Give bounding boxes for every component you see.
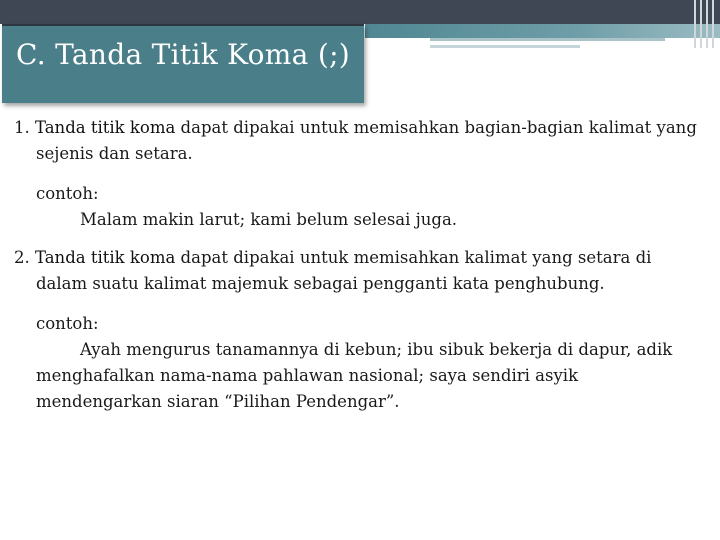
list-item (14, 115, 704, 167)
example-text: Malam makin larut; kami belum selesai juga. (80, 210, 458, 229)
decorative-line (430, 45, 580, 48)
example-text: Ayah mengurus tanamannya di kebun; ibu sibuk bekerja di dapur, adik menghafalkan nama-nama pahlawan nasional; saya sendiri asyik mendengarkan siaran “Pilihan Pendengar”. (36, 340, 673, 411)
item-number: 1. (14, 118, 30, 137)
item-text: dapat dipakai untuk memisahkan kalimat yang setara di dalam suatu kalimat majemuk sebagai pengganti kata penghubung. (36, 248, 652, 293)
decorative-line (430, 38, 665, 41)
slide-title: C. Tanda Titik Koma (;) (16, 38, 351, 71)
top-accent-band (365, 24, 720, 38)
item-text: dapat dipakai untuk memisahkan bagian-bagian kalimat yang sejenis dan setara. (36, 118, 697, 163)
slide-content (14, 115, 704, 415)
decorative-stripes (690, 0, 720, 48)
example-label: contoh: (36, 314, 99, 333)
item-lead: Tanda titik koma (35, 118, 176, 137)
top-decorative-band (0, 0, 720, 24)
list-item (14, 245, 704, 297)
item-lead: Tanda titik koma (35, 248, 176, 267)
item-number: 2. (14, 248, 30, 267)
example-label: contoh: (36, 184, 99, 203)
